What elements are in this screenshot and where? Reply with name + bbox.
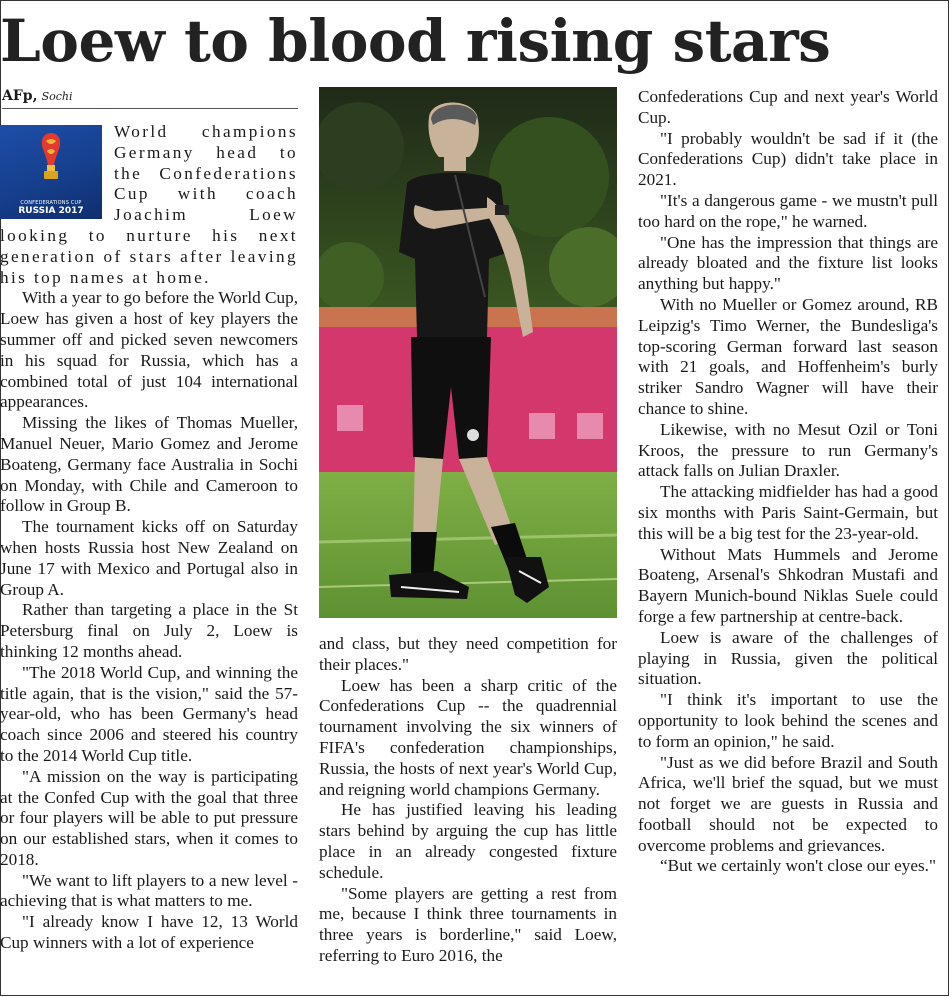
paragraph: Missing the likes of Thomas Mueller, Manuel Neuer, Mario Gomez and Jerome Boateng, Germany face Australia in Sochi on Monday, with Chile and Cameroon to follow in Group B. — [0, 413, 298, 516]
article-column-3 — [638, 87, 938, 877]
paragraph: World champions Germany head to the Confederations Cup with coach Joachim Loew looking to nurture his next generation of stars after leaving his top names at home. — [0, 122, 298, 287]
paragraph: "We want to lift players to a new level - achieving that is what matters to me. — [0, 870, 298, 911]
paragraph: "I think it's important to use the opportunity to look behind the scenes and to form an opinion," he said. — [638, 690, 938, 751]
coach-photo — [319, 87, 617, 618]
byline-location: Sochi — [41, 90, 73, 103]
paragraph: "One has the impression that things are already bloated and the fixture list looks anything but happy." — [638, 232, 938, 294]
byline — [2, 88, 298, 109]
paragraph: "I already know I have 12, 13 World Cup winners with a lot of experience — [0, 912, 298, 953]
paragraph: "A mission on the way is participating at the Confed Cup with the goal that three or four players will be able to put pressure on our established stars, when it comes to 2018. — [0, 766, 298, 869]
paragraph: Loew is aware of the challenges of playing in Russia, given the political situation. — [638, 627, 938, 689]
logo-line-2: RUSSIA 2017 — [18, 206, 84, 216]
paragraph: With no Mueller or Gomez around, RB Leipzig's Timo Werner, the Bundesliga's top-scoring German forward last season with 21 goals, and Hoffenheim's burly striker Sandro Wagner will have their chance to shine. — [638, 294, 938, 418]
paragraph: "Some players are getting a rest from me, because I think three tournaments in three years is borderline," said Loew, referring to Euro 2016, the — [319, 883, 617, 965]
paragraph: Loew has been a sharp critic of the Confederations Cup -- the quadrennial tournament involving the six winners of FIFA's confederation championships, Russia, the hosts of next year's World Cup, and reigning world champions Germany. — [319, 675, 617, 799]
paragraph: and class, but they need competition for their places." — [319, 634, 617, 674]
byline-agency: AFp, — [2, 88, 38, 104]
paragraph: “But we certainly won't close our eyes." — [660, 856, 936, 876]
paragraph: Confederations Cup and next year's World Cup. — [638, 87, 938, 127]
trophy-icon — [38, 131, 64, 183]
paragraph: Likewise, with no Mesut Ozil or Toni Kroos, the pressure to run Germany's attack falls on Julian Draxler. — [638, 419, 938, 481]
paragraph: The attacking midfielder has had a good six months with Paris Saint-Germain, but this will be a big test for the 23-year-old. — [638, 482, 938, 543]
confederations-cup-logo — [0, 125, 102, 219]
article-column-1 — [0, 122, 298, 954]
paragraph: With a year to go before the World Cup, Loew has given a host of key players the summer off and picked seven newcomers in his squad for Russia, which has a combined total of just 104 international appearances. — [0, 288, 298, 412]
paragraph: "It's a dangerous game - we mustn't pull too hard on the rope," he warned. — [638, 190, 938, 231]
paragraph: The tournament kicks off on Saturday when hosts Russia host New Zealand on June 17 with Mexico and Portugal also in Group A. — [0, 517, 298, 599]
paragraph: Rather than targeting a place in the St Petersburg final on July 2, Loew is thinking 12 months ahead. — [0, 600, 298, 661]
paragraph: "I probably wouldn't be sad if it (the Confederations Cup) didn't take place in 2021. — [638, 128, 938, 190]
paragraph: Without Mats Hummels and Jerome Boateng, Arsenal's Shkodran Mustafi and Bayern Munich-bound Niklas Suele could forge a few partnership at centre-back. — [638, 544, 938, 626]
article-column-2 — [319, 634, 617, 967]
paragraph: "The 2018 World Cup, and winning the title again, that is the vision," said the 57-year-old, who has been Germany's head coach since 2006 and steered his country to the 2014 World Cup title. — [0, 662, 298, 765]
logo-line-1: CONFEDERATIONS CUP — [20, 200, 82, 206]
headline: Loew to blood rising stars — [0, 7, 831, 75]
paragraph: "Just as we did before Brazil and South Africa, we'll brief the squad, but we must not forget we are guests in Russia and football should not be expected to overcome problems and grievances. — [638, 752, 938, 855]
paragraph: He has justified leaving his leading stars behind by arguing the cup has little place in an already congested fixture schedule. — [319, 800, 617, 882]
